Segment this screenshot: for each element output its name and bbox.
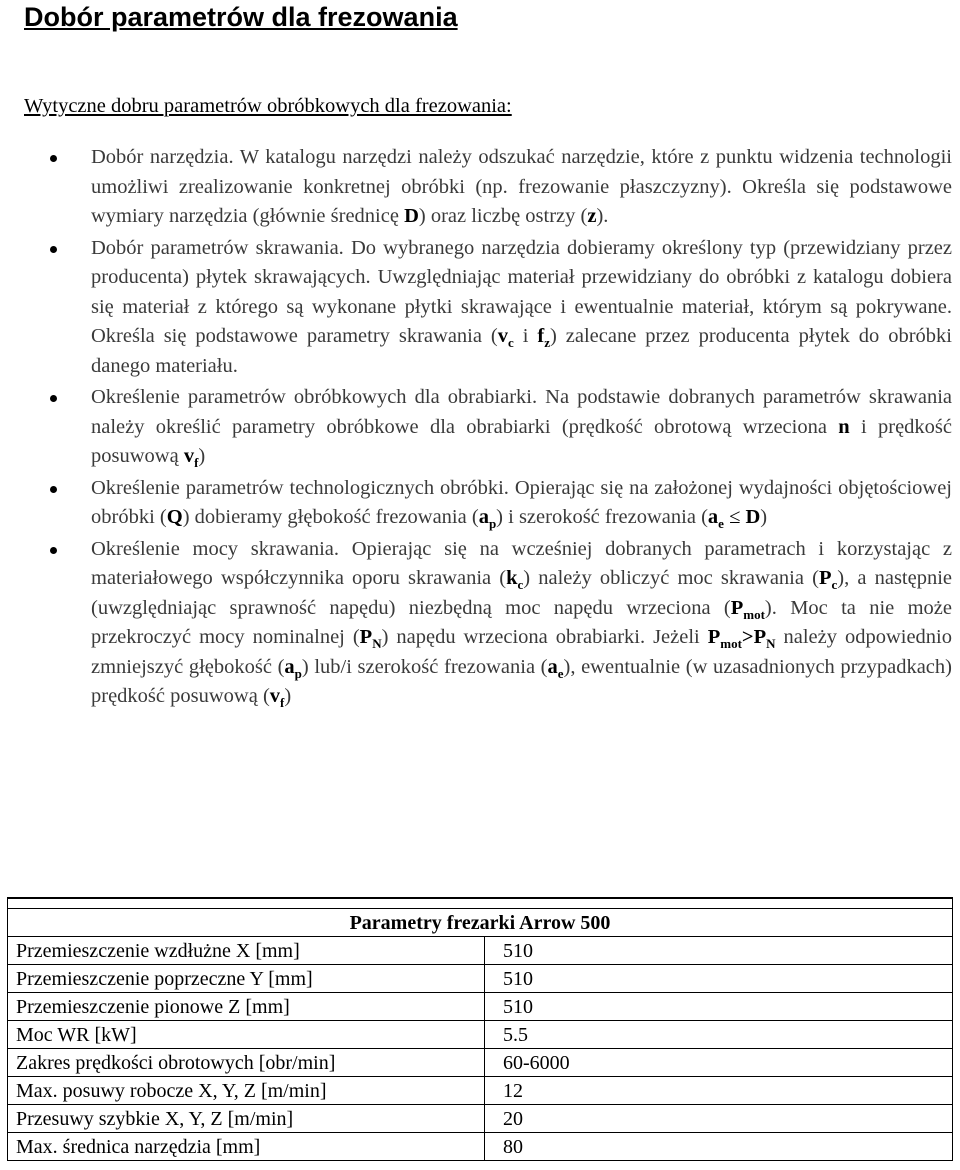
item-text: Dobór parametrów skrawania. Do wybranego narzędzia dobieramy określony typ (przewidziany przez producenta) płytek skrawających. Uwzględniając materiał przewidziany do obróbki z katalogu dobiera się materiał z którego są wykonane płytki skrawające i ewentualnie materiał, którym są pokrywane. Określa się podstawowe parametry skrawania ( [91, 236, 952, 347]
item-text: ) [760, 506, 768, 528]
machine-parameters-table [7, 897, 953, 1161]
param-label: Max. średnica narzędzia [mm] [8, 1133, 485, 1161]
param-value: 12 [485, 1077, 953, 1105]
item-text: ). Moc ta nie może przekroczyć mocy nominalnej ( [91, 596, 953, 648]
item-text: ) oraz liczbę ostrzy ( [418, 205, 588, 227]
symbol: z [587, 205, 597, 227]
param-label: Przemieszczenie poprzeczne Y [mm] [8, 965, 485, 993]
item-text: ) należy obliczyć moc skrawania ( [523, 567, 819, 589]
param-value: 20 [485, 1105, 953, 1133]
symbol [547, 655, 564, 681]
param-label: Przemieszczenie pionowe Z [mm] [8, 993, 485, 1021]
item-text: Określenie mocy skrawania. Opierając się na wcześniej dobranych parametrach i korzystając z materiałowego współczynnika oporu skrawania ( [91, 537, 952, 589]
symbol-sub: c [831, 577, 838, 593]
list-item [40, 535, 952, 712]
symbol: D [404, 205, 419, 227]
symbol [269, 685, 285, 711]
item-text: Określenie parametrów technologicznych obróbki. Opierając się na założonej wydajności objętościowej obróbki ( [91, 476, 952, 528]
symbol: D [745, 506, 761, 528]
table-row [8, 1049, 953, 1077]
symbol [284, 655, 302, 681]
param-label: Przemieszczenie wzdłużne X [mm] [8, 937, 485, 965]
symbol-main: a [707, 506, 719, 528]
page-title: Dobór parametrów dla frezowania [24, 2, 458, 32]
symbol-main: f [537, 325, 545, 347]
bullet-icon [50, 486, 57, 493]
table-row [8, 993, 953, 1021]
param-value: 510 [485, 937, 953, 965]
item-text: ), a następnie (uwzględniając sprawność napędu) niezbędną moc napędu wrzeciona ( [91, 567, 953, 619]
symbol: Q [166, 506, 183, 528]
table-caption: Parametry frezarki Arrow 500 [8, 909, 953, 937]
item-text: i [513, 325, 538, 347]
bullet-icon [50, 547, 57, 554]
param-value: 5.5 [485, 1021, 953, 1049]
item-text: ) lub/i szerokość frezowania ( [301, 655, 548, 678]
symbol [359, 626, 382, 652]
symbol [506, 567, 524, 593]
item-text: Dobór narzędzia. W katalogu narzędzi należy odszukać narzędzie, które z punktu widzenia technologii umożliwi zrealizowanie konkretnej obróbki (np. frezowanie płaszczyzny). Określa się podstawowe wymiary narzędzia (głównie średnicę [91, 146, 952, 227]
table-row [8, 1133, 953, 1161]
symbol-sub: mot [720, 636, 742, 652]
item-text: ). [596, 205, 609, 227]
item-text: Określenie parametrów obróbkowych dla obrabiarki. Na podstawie dobranych parametrów skrawania należy określić parametry obróbkowe dla obrabiarki (prędkość obrotową wrzeciona [91, 386, 952, 438]
table-row [8, 937, 953, 965]
param-label: Zakres prędkości obrotowych [obr/min] [8, 1049, 485, 1077]
table-row [8, 1077, 953, 1105]
item-text: ) zalecane przez producenta płytek do obróbki danego materiału. [91, 325, 952, 377]
param-label: Przesuwy szybkie X, Y, Z [m/min] [8, 1105, 485, 1133]
item-text: ) [284, 685, 292, 707]
list-item [40, 234, 952, 382]
item-text: i prędkość posuwową [91, 415, 952, 467]
list-item [40, 383, 952, 472]
table-top-border [8, 898, 953, 909]
table-row [8, 1105, 953, 1133]
param-label: Moc WR [kW] [8, 1021, 485, 1049]
symbol-sub: e [557, 665, 564, 681]
list-item [40, 143, 952, 232]
symbol-main: a [284, 655, 295, 678]
item-text: ) [198, 445, 206, 467]
symbol [537, 325, 550, 351]
symbol-sub: e [718, 516, 724, 532]
param-value: 60-6000 [485, 1049, 953, 1077]
symbol [730, 596, 765, 622]
symbol-main: v [183, 445, 195, 467]
intro-line: Wytyczne dobru parametrów obróbkowych dla frezowania: [24, 95, 512, 117]
symbol-main: k [506, 567, 518, 589]
symbol-sub: N [766, 636, 776, 652]
symbol-main: v [269, 685, 281, 707]
symbol-main: >P [741, 626, 767, 648]
item-text: należy odpowiednio zmniejszyć głębokość ( [91, 626, 952, 678]
symbol-sub: z [544, 335, 550, 351]
item-text: ) dobieramy głębokość frezowania ( [182, 506, 479, 528]
symbol-main: P [359, 626, 373, 648]
symbol-main: P [730, 596, 744, 619]
symbol [497, 325, 514, 351]
symbol-sub: f [194, 455, 199, 471]
symbol [183, 445, 199, 471]
symbol-sub: f [280, 695, 285, 711]
symbol-sub: p [294, 665, 302, 681]
symbol [707, 506, 724, 532]
item-text: ), ewentualnie (w uzasadnionych przypadkach) prędkość posuwową ( [91, 655, 952, 707]
bullet-icon [50, 246, 57, 253]
table-row [8, 965, 953, 993]
param-value: 510 [485, 993, 953, 1021]
param-value: 80 [485, 1133, 953, 1161]
symbol [818, 567, 838, 593]
symbol-main: P [707, 626, 721, 648]
table-row [8, 1021, 953, 1049]
symbol-sub: mot [743, 606, 765, 622]
symbol [478, 506, 497, 532]
param-label: Max. posuwy robocze X, Y, Z [m/min] [8, 1077, 485, 1105]
symbol [707, 626, 776, 652]
item-text: ) napędu wrzeciona obrabiarki. Jeżeli [381, 626, 708, 648]
list-item [40, 474, 952, 533]
table-caption-row [8, 909, 953, 937]
symbol-main: a [478, 506, 489, 528]
symbol-main: P [818, 567, 832, 589]
symbol-sub: c [517, 577, 524, 593]
symbol-main: v [497, 325, 509, 347]
symbol-sub: c [508, 335, 514, 351]
symbol-sub: p [488, 516, 497, 532]
bullet-icon [50, 155, 57, 162]
item-text: ) i szerokość frezowania ( [496, 506, 708, 528]
symbol-main: a [547, 655, 558, 678]
param-value: 510 [485, 965, 953, 993]
bullet-icon [50, 395, 57, 402]
guideline-list [40, 143, 952, 714]
le-symbol: ≤ [723, 506, 746, 528]
symbol-sub: N [372, 636, 382, 652]
symbol: n [838, 415, 850, 438]
